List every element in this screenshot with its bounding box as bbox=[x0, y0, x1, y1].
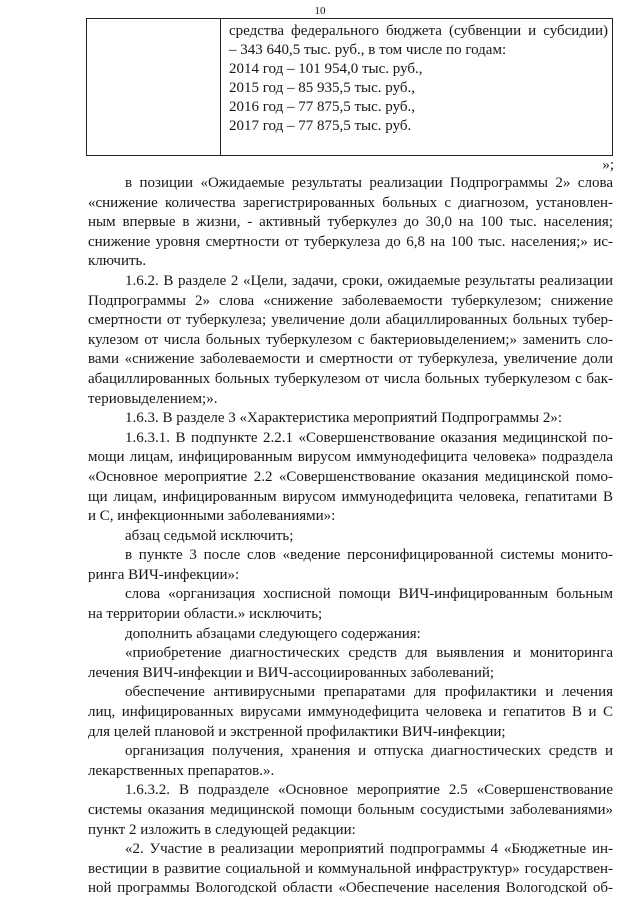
table-cell-left bbox=[87, 19, 221, 156]
text-line: ринга ВИЧ-инфекции»: bbox=[88, 566, 240, 583]
text-line: 1.6.3. В разделе 3 «Характеристика мероприятий Подпрограммы 2»: bbox=[125, 410, 562, 427]
financing-line: 2014 год – 101 954,0 тыс. руб., bbox=[229, 61, 423, 77]
text-line: «снижение количества зарегистрированных больных с диагнозом, установлен- bbox=[88, 194, 613, 211]
text-line: вестиции в развитие социальной и коммунальной инфраструктур» государствен- bbox=[88, 860, 613, 877]
text-line: лекарственных препаратов.». bbox=[88, 762, 275, 779]
text-line: щи лицам, инфицированным вирусом иммунодефицита человека, гепатитами В bbox=[88, 488, 613, 505]
text-line: абзац седьмой исключить; bbox=[125, 527, 294, 544]
financing-line: 2017 год – 77 875,5 тыс. руб. bbox=[229, 118, 412, 134]
financing-line: 2016 год – 77 875,5 тыс. руб., bbox=[229, 99, 416, 115]
text-line: мощи лицам, инфицированным вирусом иммунодефицита человека» подраздела bbox=[88, 449, 613, 466]
table-cell-right bbox=[221, 19, 613, 156]
text-line: снижение уровня смертности от туберкулеза до 6,8 на 100 тыс. населения;» ис- bbox=[88, 233, 613, 250]
text-line: дополнить абзацами следующего содержания: bbox=[125, 625, 421, 642]
text-line: Подпрограммы 2» слова «снижение заболеваемости туберкулезом; снижение bbox=[88, 292, 613, 309]
text-line: 1.6.3.1. В подпункте 2.2.1 «Совершенствование оказания медицинской по- bbox=[125, 429, 613, 446]
text-line: «Основное мероприятие 2.2 «Совершенствование оказания медицинской помо- bbox=[88, 468, 613, 485]
text-line: лиц, инфицированных вирусами иммунодефицита человека и гепатитов В и С bbox=[88, 704, 613, 721]
text-line: обеспечение антивирусными препаратами для профилактики и лечения bbox=[125, 684, 613, 701]
text-line: вами «снижение заболеваемости и смертности от туберкулеза, увеличение доли bbox=[88, 351, 613, 368]
table-row bbox=[87, 19, 613, 156]
page-number: 10 bbox=[314, 5, 326, 17]
text-line: слова «организация хосписной помощи ВИЧ-инфицированным больным bbox=[125, 586, 613, 603]
text-line: абациллированных больных туберкулезом от числа больных туберкулезом с бак- bbox=[88, 370, 613, 387]
text-line: на территории области.» исключить; bbox=[88, 606, 323, 623]
text-line: ключить. bbox=[88, 253, 147, 270]
text-line: смертности от туберкулеза; увеличение доли абациллированных больных тубер- bbox=[88, 312, 613, 329]
text-line: 1.6.2. В разделе 2 «Цели, задачи, сроки, ожидаемые результаты реализации bbox=[125, 272, 613, 289]
text-line: «приобретение диагностических средств для выявления и мониторинга bbox=[125, 645, 613, 662]
text-line: организация получения, хранения и отпуска диагностических средств и bbox=[125, 743, 613, 760]
text-line: системы оказания медицинской помощи больным сосудистыми заболеваниями» bbox=[88, 802, 613, 818]
text-line: ной программы Вологодской области «Обеспечение населения Вологодской об- bbox=[88, 880, 613, 897]
text-line: 1.6.3.2. В подразделе «Основное мероприятие 2.5 «Совершенствование bbox=[125, 782, 613, 799]
text-line: пункт 2 изложить в следующей редакции: bbox=[88, 821, 356, 838]
text-line: в позиции «Ожидаемые результаты реализации Подпрограммы 2» слова bbox=[125, 175, 613, 191]
text-line: и С, инфекционными заболеваниями»: bbox=[88, 508, 336, 525]
text-line: териовыделением;». bbox=[88, 390, 218, 407]
document-body bbox=[88, 174, 613, 899]
text-line: лечения ВИЧ-инфекции и ВИЧ-ассоциированных заболеваний; bbox=[88, 664, 495, 681]
text-line: кулезом от числа больных туберкулезом с бактериовыделением;» заменить сло- bbox=[88, 331, 613, 348]
financing-line: 2015 год – 85 935,5 тыс. руб., bbox=[229, 80, 416, 96]
text-line: для целей плановой и экстренной профилактики ВИЧ-инфекции; bbox=[88, 723, 506, 740]
closing-quote: »; bbox=[602, 157, 614, 173]
text-line: ным впервые в жизни, - активный туберкулез до 30,0 на 100 тыс. населения; bbox=[88, 214, 613, 231]
financing-table bbox=[86, 18, 613, 156]
financing-line: – 343 640,5 тыс. руб., в том числе по годам: bbox=[229, 42, 507, 58]
text-line: в пункте 3 после слов «ведение персонифицированной системы монито- bbox=[125, 547, 613, 564]
text-line: «2. Участие в реализации мероприятий подпрограммы 4 «Бюджетные ин- bbox=[125, 841, 613, 858]
financing-line: средства федерального бюджета (субвенции и субсидии) bbox=[229, 23, 608, 39]
